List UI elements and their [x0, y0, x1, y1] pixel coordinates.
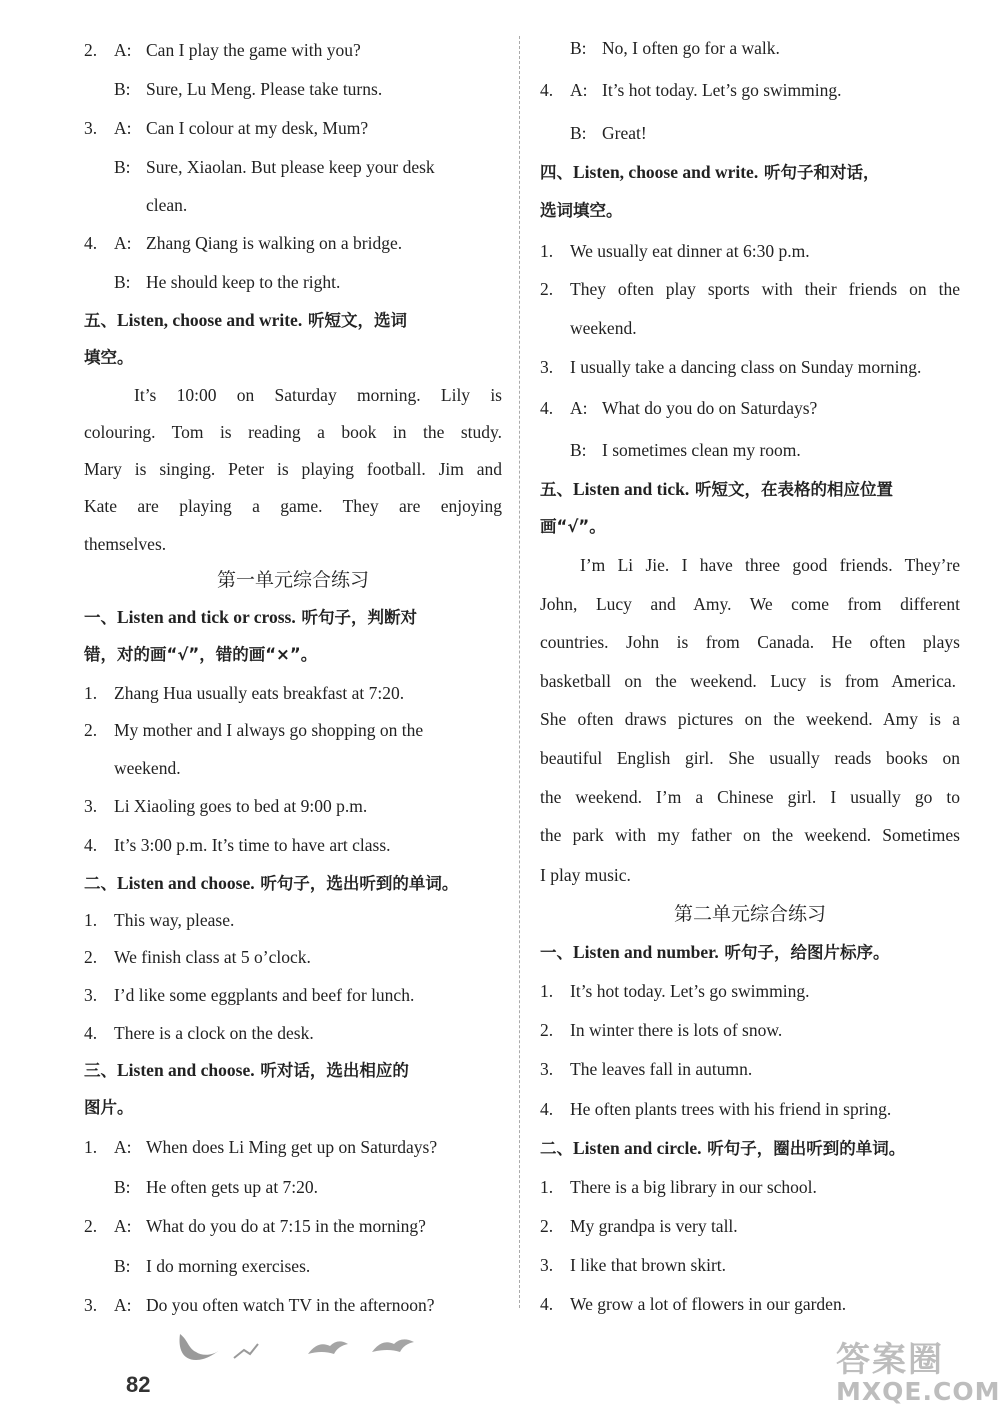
line-text: Sure, Xiaolan. But please keep your desk: [146, 157, 435, 177]
speaker-label: A:: [570, 80, 588, 100]
item-text: They often play sports with their friends on the: [570, 279, 960, 299]
dialogue-line: [114, 270, 340, 294]
column-divider: [519, 36, 520, 1308]
item-number: 4.: [540, 1099, 554, 1119]
section-heading: [84, 871, 458, 896]
speaker-label: B:: [570, 440, 587, 460]
line-text: I do morning exercises.: [146, 1256, 311, 1276]
item-number: 3.: [84, 1295, 98, 1315]
item-number: 1.: [540, 981, 554, 1001]
section-chinese: 听句子，判断对: [295, 608, 417, 627]
line-text: It’s hot today. Let’s go swimming.: [602, 80, 842, 100]
section-chinese: 听句子，给图片标序。: [718, 943, 890, 962]
section-english: Listen and number.: [573, 942, 719, 962]
speaker-label: A:: [114, 1137, 132, 1157]
list-item: [84, 1021, 314, 1045]
section-english: Listen, choose and write.: [573, 162, 759, 182]
item-number: 1.: [84, 683, 98, 703]
dialogue-line: [114, 155, 435, 179]
speaker-label: A:: [114, 233, 132, 253]
dialogue-line: [84, 1135, 437, 1159]
line-text: What do you do on Saturdays?: [602, 398, 818, 418]
item-text: There is a clock on the desk.: [114, 1023, 314, 1043]
dialogue-line: [84, 38, 361, 62]
item-text: This way, please.: [114, 910, 235, 930]
item-text: We usually eat dinner at 6:30 p.m.: [570, 241, 810, 261]
item-number: 4.: [84, 1023, 98, 1043]
item-text: It’s hot today. Let’s go swimming.: [570, 981, 810, 1001]
dialogue-line: [84, 116, 368, 140]
section-index: 五、: [84, 311, 117, 330]
dialogue-line: [84, 1214, 426, 1238]
passage-line: beautiful English girl. She usually reads books on: [540, 748, 960, 768]
list-item: [84, 833, 391, 857]
item-number: 4.: [540, 398, 554, 418]
speaker-label: B:: [114, 1177, 131, 1197]
line-text: Can I colour at my desk, Mum?: [146, 118, 369, 138]
dialogue-line: [114, 77, 382, 101]
section-chinese: 听短文，选词: [302, 311, 407, 330]
list-item: [540, 1097, 891, 1121]
dialogue-line: [84, 1293, 435, 1317]
list-item: [540, 355, 921, 379]
section-heading-cont: 图片。: [84, 1098, 134, 1117]
section-index: 一、: [84, 608, 117, 627]
speaker-label: A:: [114, 40, 132, 60]
item-number: 2.: [84, 40, 98, 60]
line-text: Great!: [602, 123, 647, 143]
item-text: I like that brown skirt.: [570, 1255, 727, 1275]
list-item: [570, 316, 637, 340]
item-text: It’s 3:00 p.m. It’s time to have art class.: [114, 835, 391, 855]
item-text: My mother and I always go shopping on the: [114, 720, 424, 740]
item-number: 2.: [540, 1216, 554, 1236]
line-text: Zhang Qiang is walking on a bridge.: [146, 233, 403, 253]
item-text: I’d like some eggplants and beef for lunch.: [114, 985, 415, 1005]
dialogue-line: [570, 121, 647, 145]
line-text: He often gets up at 7:20.: [146, 1177, 319, 1197]
section-chinese: 听句子，圈出听到的单词。: [701, 1139, 906, 1158]
list-item: [540, 1018, 782, 1042]
watermark-url: MXQE.COM: [836, 1377, 1000, 1406]
speaker-label: A:: [114, 1216, 132, 1236]
list-item: [540, 1175, 817, 1199]
passage-line: countries. John is from Canada. He often plays: [540, 632, 960, 652]
dialogue-line: [570, 438, 801, 462]
section-heading-cont: 错，对的画“√”，错的画“×”。: [84, 645, 318, 664]
line-text: When does Li Ming get up on Saturdays?: [146, 1137, 438, 1157]
section-heading-cont: 画“√”。: [540, 517, 606, 536]
list-item: [84, 794, 367, 818]
item-number: 4.: [540, 80, 554, 100]
list-item: [540, 1253, 726, 1277]
watermark-chinese: 答案圈: [836, 1340, 944, 1380]
decorative-birds-icon: [176, 1330, 426, 1370]
line-text: Can I play the game with you?: [146, 40, 361, 60]
section-heading: [540, 160, 879, 185]
item-number: 4.: [84, 233, 98, 253]
dialogue-line: [540, 396, 817, 420]
list-item: [84, 718, 423, 742]
item-number: 1.: [84, 1137, 98, 1157]
item-text: weekend.: [114, 758, 181, 778]
dialogue-line: [84, 231, 402, 255]
list-item: [84, 983, 414, 1007]
list-item: [84, 945, 311, 969]
unit-title: 第一单元综合练习: [216, 569, 369, 591]
item-text: Zhang Hua usually eats breakfast at 7:20.: [114, 683, 405, 703]
unit-title: 第二单元综合练习: [673, 903, 826, 925]
item-number: 1.: [84, 910, 98, 930]
section-index: 四、: [540, 163, 573, 182]
passage-line: the park with my father on the weekend. Sometimes: [540, 825, 960, 845]
section-heading: [84, 308, 407, 333]
item-text: We finish class at 5 o’clock.: [114, 947, 311, 967]
item-text: There is a big library in our school.: [570, 1177, 817, 1197]
section-english: Listen and tick.: [573, 479, 690, 499]
section-index: 二、: [540, 1139, 573, 1158]
passage-line: I play music.: [540, 865, 631, 885]
dialogue-line: [540, 78, 841, 102]
item-number: 2.: [540, 279, 554, 299]
item-number: 3.: [84, 985, 98, 1005]
speaker-label: A:: [114, 1295, 132, 1315]
line-text: Sure, Lu Meng. Please take turns.: [146, 79, 383, 99]
item-number: 3.: [84, 118, 98, 138]
item-text: Li Xiaoling goes to bed at 9:00 p.m.: [114, 796, 368, 816]
item-number: 2.: [84, 1216, 98, 1236]
item-number: 4.: [540, 1294, 554, 1314]
dialogue-line: [84, 1254, 310, 1278]
item-text: He often plants trees with his friend in spring.: [570, 1099, 892, 1119]
line-text: He should keep to the right.: [146, 272, 341, 292]
passage-line: colouring. Tom is reading a book in the study.: [84, 422, 502, 442]
section-english: Listen and choose.: [117, 873, 255, 893]
passage-line: the weekend. I’m a Chinese girl. I usually go to: [540, 787, 960, 807]
passage-line: themselves.: [84, 534, 167, 554]
section-heading-cont: 选词填空。: [540, 201, 623, 220]
section-heading: [540, 477, 893, 502]
item-text: I usually take a dancing class on Sunday morning.: [570, 357, 922, 377]
line-text: No, I often go for a walk.: [602, 38, 780, 58]
item-text: In winter there is lots of snow.: [570, 1020, 783, 1040]
line-text: Do you often watch TV in the afternoon?: [146, 1295, 435, 1315]
item-number: 4.: [84, 835, 98, 855]
section-chinese: 听对话，选出相应的: [254, 1061, 409, 1080]
speaker-label: B:: [114, 272, 131, 292]
item-number: 1.: [540, 241, 554, 261]
speaker-label: B:: [114, 79, 131, 99]
passage-line: I’m Li Jie. I have three good friends. They’re: [580, 555, 960, 575]
section-index: 三、: [84, 1061, 117, 1080]
item-number: 1.: [540, 1177, 554, 1197]
item-text: weekend.: [570, 318, 637, 338]
section-english: Listen and circle.: [573, 1138, 702, 1158]
passage-line: It’s 10:00 on Saturday morning. Lily is: [134, 385, 502, 405]
dialogue-line: [84, 1175, 318, 1199]
item-number: 3.: [540, 1255, 554, 1275]
section-heading-cont: 填空。: [84, 348, 134, 367]
passage-line: She often draws pictures on the weekend. Amy is a: [540, 709, 960, 729]
list-item: [540, 239, 810, 263]
section-index: 五、: [540, 480, 573, 499]
list-item: [540, 277, 960, 301]
section-chinese: 听句子，选出听到的单词。: [254, 874, 459, 893]
speaker-label: A:: [114, 118, 132, 138]
dialogue-line: [146, 193, 187, 217]
speaker-label: B:: [570, 38, 587, 58]
item-number: 3.: [540, 1059, 554, 1079]
passage-line: Kate are playing a game. They are enjoying: [84, 496, 502, 516]
item-number: 3.: [84, 796, 98, 816]
item-number: 2.: [540, 1020, 554, 1040]
line-text: clean.: [146, 195, 188, 215]
item-number: 3.: [540, 357, 554, 377]
section-index: 二、: [84, 874, 117, 893]
speaker-label: B:: [114, 1256, 131, 1276]
section-chinese: 听短文，在表格的相应位置: [689, 480, 893, 499]
page-number: 82: [126, 1372, 151, 1397]
section-chinese: 听句子和对话，: [758, 163, 880, 182]
section-english: Listen and choose.: [117, 1060, 255, 1080]
section-english: Listen, choose and write.: [117, 310, 303, 330]
passage-line: basketball on the weekend. Lucy is from America.: [540, 671, 956, 691]
section-heading: [84, 605, 417, 630]
dialogue-line: [570, 36, 780, 60]
item-text: The leaves fall in autumn.: [570, 1059, 753, 1079]
passage-line: John, Lucy and Amy. We come from different: [540, 594, 960, 614]
item-text: We grow a lot of flowers in our garden.: [570, 1294, 847, 1314]
item-text: My grandpa is very tall.: [570, 1216, 738, 1236]
section-heading: [84, 1058, 409, 1083]
line-text: I sometimes clean my room.: [602, 440, 801, 460]
list-item: [84, 908, 234, 932]
item-number: 2.: [84, 947, 98, 967]
list-item: [540, 979, 809, 1003]
line-text: What do you do at 7:15 in the morning?: [146, 1216, 426, 1236]
section-heading: [540, 1136, 905, 1161]
list-item: [540, 1292, 846, 1316]
speaker-label: A:: [570, 398, 588, 418]
item-number: 2.: [84, 720, 98, 740]
list-item: [84, 756, 181, 780]
speaker-label: B:: [114, 157, 131, 177]
section-index: 一、: [540, 943, 573, 962]
list-item: [84, 681, 404, 705]
speaker-label: B:: [570, 123, 587, 143]
passage-line: Mary is singing. Peter is playing football. Jim and: [84, 459, 502, 479]
section-heading: [540, 940, 889, 965]
list-item: [540, 1057, 752, 1081]
list-item: [540, 1214, 738, 1238]
section-english: Listen and tick or cross.: [117, 607, 296, 627]
watermark: [836, 1332, 1000, 1406]
